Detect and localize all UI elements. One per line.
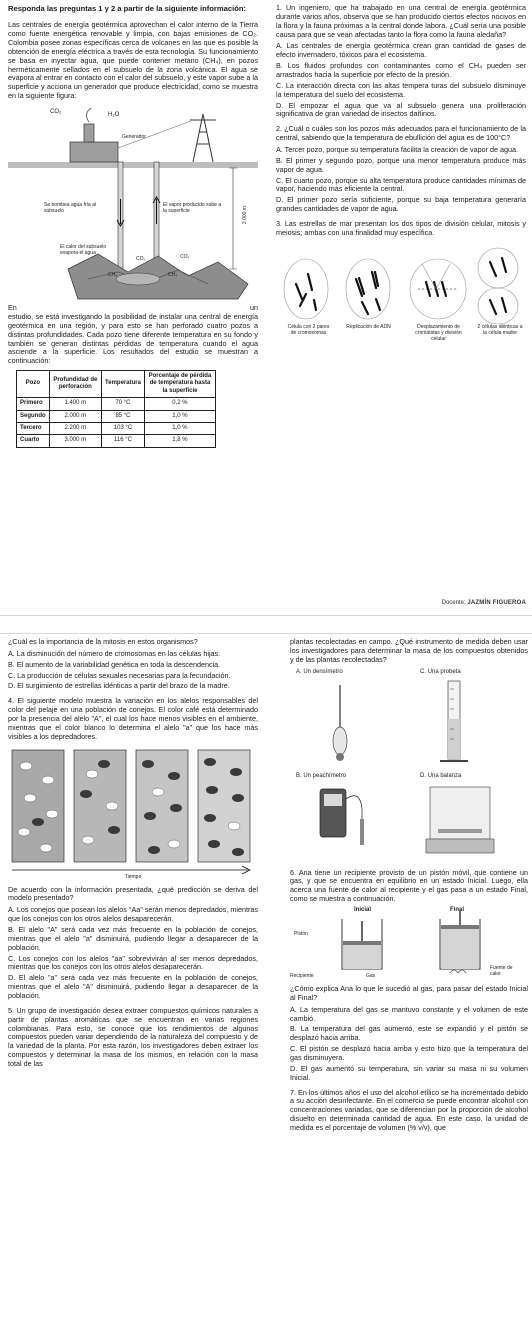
option-text: B. La temperatura del gas aumentó, este se expandió y el pistón se desplazó hacia arriba.: [290, 1024, 528, 1043]
question-3-options: [8, 650, 258, 691]
wells-table-header: [17, 371, 216, 398]
question-2: 2. ¿Cuál o cuáles son los pozos más adecuados para el funcionamiento de la central, sabiendo que la temperatura de ebullición del agua es de 100°C?: [276, 124, 526, 143]
option-text: A. La temperatura del gas se mantuvo constante y el volumen de este cambió.: [290, 1004, 528, 1023]
page2-left-column: [8, 638, 258, 1072]
wells-header-cell: Porcentaje de pérdida de temperatura hasta la superficie: [144, 371, 215, 398]
table-cell: 3.000 m: [49, 435, 101, 447]
diagram-label-vapor: El vapor producido sube a la superficie: [163, 202, 222, 215]
page-2: [0, 634, 532, 1324]
option-text: D. El surgimiento de estrellas idénticas a partir del brazo de la madre.: [8, 681, 230, 691]
mitosis-caption: 2 células idénticas a la célula madre: [477, 323, 523, 336]
table-cell: Tercero: [17, 422, 50, 434]
instrument-label: C. Una probeta: [420, 668, 461, 675]
table-cell: 2.000 m: [49, 410, 101, 422]
option-text: A. Las centrales de energía geotérmica crean gran cantidad de gases de efecto invernadero, tóxicos para el ecosistema.: [276, 41, 526, 60]
instruments-figure: [290, 669, 528, 869]
study-word-en: En: [8, 303, 17, 313]
page1-left-column: [8, 4, 258, 448]
option-text: C. El cuarto pozo, porque su alta temperatura produce cantidades mínimas de vapor, haciendo más eficiente la central.: [276, 175, 526, 194]
diagram-label-co2c: CO₂: [180, 254, 190, 261]
table-cell: 2.200 m: [49, 422, 101, 434]
page1-right-column: [276, 3, 526, 343]
wells-header-cell: Temperatura: [102, 371, 145, 398]
option-text: A. Tercer pozo, porque su temperatura facilita la creación de vapor de agua.: [276, 145, 518, 155]
question-3: 3. Las estrellas de mar presentan los dos tipos de división celular, mitosis y meiosis; ambas con una finalidad muy específica.: [276, 219, 526, 237]
option-text: D. El empozar el agua que va al subsuelo genera una proliferación significativa de gran variedad de insectos dañinos.: [276, 100, 526, 119]
wells-header-cell: Profundidad de perforación: [49, 371, 101, 398]
state-final-label: Final: [450, 907, 465, 914]
question-7: 7. En los últimos años el uso del alcohol etílico se ha incrementado debido a su acción desinfectante. En el comercio se puede encontrar alcohol con concentraciones variadas, que se diferencian por la proporción de alcohol disuelto en determinada cantidad de agua. En este caso, la unidad de medida es el porcentaje de volumen (% v/v), que: [290, 1087, 528, 1133]
question-1-options: [276, 42, 526, 119]
option-text: B. El alelo "A" será cada vez más frecuente en la población de conejos, mientras que el alelo "a" disminuirá, pudiendo llegar a desaparecer de la población.: [8, 925, 258, 952]
option-text: C. Los conejos con los alelos "aa" sobrevivirán al ser menos depredados, mientras que los conejos con los otros alelos desaparecerán.: [8, 953, 258, 972]
question-5-continued: plantas recolectadas en campo. ¿Qué instrumento de medida deben usar los investigadores para determinar la masa de los compuestos obtenidos y de las plantas recolectadas?: [290, 637, 528, 664]
page2-right-column: [290, 638, 528, 1136]
question-2-options: [276, 146, 526, 214]
diagram-label-ch4b: CH₄: [168, 272, 178, 279]
mitosis-figure: [276, 244, 526, 343]
question-3-prompt: ¿Cuál es la importancia de la mitosis en estos organismos?: [8, 637, 198, 646]
diagram-label-generador: Generador: [122, 134, 146, 141]
instruments-art: [290, 669, 528, 869]
piston-figure: [290, 907, 528, 985]
table-row: [17, 422, 216, 434]
diagram-label-bombea: Se bombea agua fría al subsuelo: [44, 202, 96, 215]
geothermal-intro: Las centrales de energía geotérmica aprovechan el calor interno de la Tierra como fuente energética renovable y limpia, con bajas emisiones de CO₂. Colombia posee zonas específicas cerca de volcanes en las que es posible la obtención de energía eléctrica a través de esta tecnología. Su funcionamiento se basa en inyectar agua, que puede contener metano (CH₄), en pozos herméticamente sellados en el subsuelo de la zona volcánica. El agua se evapora al entrar en contacto con el calor del subsuelo, y este vapor sube a la superficie y acciona un generador que produce electricidad, como se muestra en la siguiente figura:: [8, 20, 258, 101]
heat-source-label: Fuente de calor: [490, 965, 513, 978]
instrument-label: D. Una balanza: [420, 772, 462, 779]
option-text: C. El pistón se desplazó hacia arriba y esto hizo que la temperatura del gas disminuyera.: [290, 1044, 528, 1063]
question-4: 4. El siguiente modelo muestra la variación en los alelos responsables del color del pelaje en una población de conejos. El color café está determinado por la presencia del alelo "A", el cual los hace menos visibles en el ambiente, mientras que el color blanco lo determina el alelo "a" que los hace más visibles a los depredadores.: [8, 696, 258, 741]
mitosis-caption: Célula con 2 pares de cromosomas: [287, 323, 330, 336]
table-cell: 0,2 %: [144, 398, 215, 410]
mitosis-figure-art: [276, 244, 526, 324]
table-cell: 1,0 %: [144, 422, 215, 434]
option-text: C. La producción de células sexuales necesarias para la fecundación.: [8, 670, 231, 680]
table-cell: Segundo: [17, 410, 50, 422]
state-initial-label: Inicial: [354, 907, 372, 914]
table-cell: Primero: [17, 398, 50, 410]
teacher-label: Docente:: [441, 600, 466, 606]
geothermal-diagram: [8, 104, 258, 304]
question-5: 5. Un grupo de investigación desea extraer compuestos químicos naturales a partir de plantas aromáticas que se encuentran en varias regiones colombianas. Para esto, se conoce que los rendimientos de algunos compuestos pueden variar dependiendo de la naturaleza del compuesto y de la variedad de la planta. Por esta razón, los investigadores deben extraer los compuestos y determinar la masa de los mismos, en relación con la masa total de las: [8, 1005, 258, 1069]
study-description: estudio, se está investigando la posibilidad de instalar una central de energía geotérmica en una región, y para esto se han perforado cuatro pozos a distintas profundidades. Cada pozo tiene diferente temperatura en su fondo y también se generan distintas pérdidas de temperatura cuando el agua asciende a la superficie. Los resultados del estudio se muestran a continuación:: [8, 311, 258, 366]
diagram-label-co2b: CO₂: [136, 256, 146, 263]
table-cell: 116 °C: [102, 435, 145, 447]
instrument-label: B. Un peachímetro: [296, 772, 347, 779]
container-label: Recipiente: [290, 973, 314, 980]
option-text: D. El alelo "a" será cada vez más frecuente en la población de conejos, mientras que el alelo "A" disminuirá, pudiendo llegar a desaparecer de la población.: [8, 973, 258, 1001]
instrument-label: A. Un densímetro: [296, 668, 343, 675]
gas-label: Gas: [366, 973, 376, 980]
instructions-header: Responda las preguntas 1 y 2 a partir de la siguiente información:: [8, 4, 246, 13]
question-6: 6. Ana tiene un recipiente provisto de un pistón móvil, que contiene un gas, y que se encuentra en equilibrio en un estado Inicial. Luego, ella acerca una fuente de calor al recipiente y el gas pasa a un estado Final, como se muestra a continuación.: [290, 867, 528, 904]
diagram-label-co2: CO₂: [50, 109, 62, 116]
question-6-prompt: ¿Cómo explica Ana lo que le sucedió al gas, para pasar del estado Inicial al Final?: [290, 984, 528, 1002]
table-cell: 103 °C: [102, 422, 145, 434]
diagram-label-calor: El calor del subsuelo evapora el agua: [60, 244, 107, 257]
option-text: C. La interacción directa con las altas tempera turas del subsuelo disminuye la temperatura del suelo del ecosistema.: [276, 80, 526, 99]
rabbit-population-model: [8, 746, 258, 886]
table-row: [17, 410, 216, 422]
study-word-un: un: [250, 303, 258, 313]
option-text: B. El primer y segundo pozo, porque una menor temperatura produce más vapor de agua.: [276, 155, 526, 174]
wells-header-cell: Pozo: [17, 371, 50, 398]
option-text: B. El aumento de la variabilidad genética en toda la descendencia.: [8, 659, 221, 669]
rabbit-population-art: [8, 746, 258, 876]
question-4-options: [8, 906, 258, 1001]
option-text: A. La disminución del número de cromosomas en las células hijas.: [8, 648, 221, 658]
wells-table: [16, 370, 216, 448]
option-text: B. Los fluidos profundos con contaminantes como el CH₄ pueden ser arrastrados hacia la superficie por efecto de la presión.: [276, 61, 526, 80]
page-1: [0, 0, 532, 615]
diagram-label-ch4a: CH₄: [108, 272, 118, 279]
question-4-prompt: De acuerdo con la información presentada, ¿qué predicción se deriva del modelo presentado?: [8, 884, 258, 903]
diagram-label-depth: 3.000 m: [241, 206, 248, 225]
time-axis-label: Tiempo: [124, 873, 142, 880]
piston-label: Pistón: [294, 931, 308, 938]
diagram-label-h2o: H₂O: [108, 112, 120, 119]
table-cell: 1.400 m: [49, 398, 101, 410]
teacher-credit: [442, 600, 526, 607]
table-cell: 70 °C: [102, 398, 145, 410]
table-cell: 1,0 %: [144, 410, 215, 422]
page-separator: [0, 615, 532, 634]
mitosis-caption: Replicación de ADN: [346, 323, 391, 330]
table-cell: Cuarto: [17, 435, 50, 447]
table-row: [17, 398, 216, 410]
table-cell: 1,8 %: [144, 435, 215, 447]
table-row: [17, 435, 216, 447]
option-text: D. El primer pozo sería suficiente, porque su baja temperatura generaría grandes cantidades de vapor de agua.: [276, 195, 526, 214]
question-1: 1. Un ingeniero, que ha trabajado en una central de energía geotérmica durante varios años, observa que se han producido ciertos efectos nocivos en la flora y la fauna próximas a la central donde labora. ¿Cuál sería una posible causa para que se vean afectadas tanto la flora como la fauna aledaña?: [276, 3, 526, 39]
mitosis-caption: Desplazamiento de cromátidas y división celular: [415, 323, 462, 343]
teacher-name: JAZMÍN FIGUEROA: [467, 600, 526, 606]
option-text: A. Los conejos que posean los alelos "Aa" serán menos depredados, mientras que los conejos con los otros alelos desaparecerán.: [8, 905, 258, 924]
question-6-options: [290, 1006, 528, 1083]
table-cell: 85 °C: [102, 410, 145, 422]
option-text: D. El gas aumentó su temperatura, sin variar su masa ni su volumen Inicial.: [290, 1063, 528, 1082]
